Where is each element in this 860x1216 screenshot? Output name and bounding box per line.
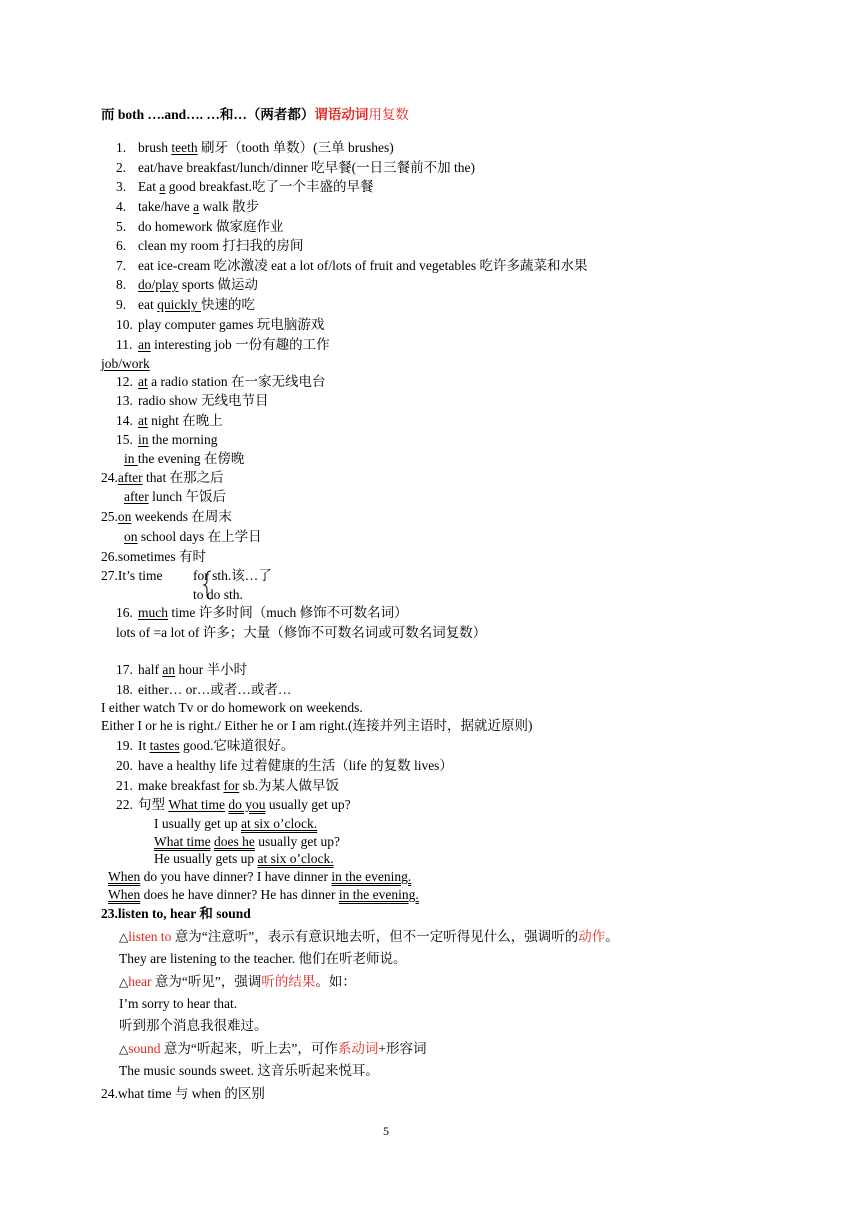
triangle-icon: △ (119, 1042, 129, 1056)
item-12: 12. at a radio station 在一家无线电台 (116, 374, 326, 389)
item-27-for: for sth.该…了 (193, 568, 272, 583)
item-24: 24.after that 在那之后 (101, 470, 224, 485)
item-7: 7. eat ice-cream 吃冰激凌 eat a lot of/lots of fruit and vegetables 吃许多蔬菜和水果 (116, 258, 588, 273)
item-22-answer-1: I usually get up at six o’clock. (154, 816, 318, 831)
item-20: 20. have a healthy life 过着健康的生活（life 的复数 lives） (116, 758, 453, 773)
item-9: 9. eat quickly 快速的吃 (116, 297, 255, 312)
item-18-example-1: I either watch Tv or do homework on weekends. (101, 700, 363, 715)
item-17: 17. half an hour 半小时 (116, 662, 248, 677)
item-3: 3. Eat a good breakfast.吃了一个丰盛的早餐 (116, 179, 374, 194)
item-27-to: to do sth. (193, 587, 243, 602)
item-27: 27.It’s time (101, 568, 163, 583)
section-23-sound-example: The music sounds sweet. 这音乐听起来悦耳。 (119, 1063, 379, 1078)
item-6: 6. clean my room 打扫我的房间 (116, 238, 304, 253)
item-22-answer-2: He usually gets up at six o’clock. (154, 851, 334, 866)
item-15-evening: in the evening 在傍晚 (124, 451, 245, 466)
section-23-hear-example: I’m sorry to hear that. (119, 996, 238, 1011)
section-23-hear: △hear 意为“听见”，强调听的结果。如： (119, 974, 356, 989)
item-2: 2. eat/have breakfast/lunch/dinner 吃早餐(一日三餐前不加 the) (116, 160, 476, 175)
item-18: 18. either… or…或者…或者… (116, 682, 292, 697)
section-23-listen-example: They are listening to the teacher. 他们在听老师说。 (119, 951, 407, 966)
section-23-hear-translation: 听到那个消息我很难过。 (119, 1018, 268, 1033)
item-18-example-2: Either I or he is right./ Either he or I am right.(连接并列主语时，据就近原则) (101, 718, 533, 733)
section-23-title: 23.listen to, hear 和 sound (101, 906, 251, 921)
section-23-sound: △sound 意为“听起来，听上去”，可作系动词+形容词 (119, 1041, 427, 1056)
item-15: 15. in the morning (116, 432, 218, 447)
header-line: 而 both ….and…. …和…（两者都）谓语动词用复数 (101, 107, 409, 122)
item-5: 5. do homework 做家庭作业 (116, 219, 284, 234)
item-21: 21. make breakfast for sb.为某人做早饭 (116, 778, 339, 793)
item-8: 8. do/play sports 做运动 (116, 277, 259, 292)
item-19: 19. It tastes good.它味道很好。 (116, 738, 295, 753)
item-14: 14. at night 在晚上 (116, 413, 223, 428)
item-11: 11. an interesting job 一份有趣的工作 (116, 337, 330, 352)
section-23-listen: △listen to 意为“注意听”，表示有意识地去听，但不一定听得见什么，强调听的动作。 (119, 929, 619, 944)
brace-icon (202, 569, 214, 601)
item-4: 4. take/have a walk 散步 (116, 199, 260, 214)
triangle-icon: △ (119, 975, 129, 989)
item-22-when-1: When do you have dinner? I have dinner in the evening. (108, 869, 412, 884)
section-24-title: 24.what time 与 when 的区别 (101, 1086, 265, 1101)
item-22-when-2: When does he have dinner? He has dinner in the evening. (108, 887, 419, 902)
item-25: 25.on weekends 在周末 (101, 509, 232, 524)
item-26: 26.sometimes 有时 (101, 549, 206, 564)
item-16-lots: lots of =a lot of 许多；大量（修饰不可数名词或可数名词复数） (116, 625, 487, 640)
job-work-label: job/work (101, 356, 150, 371)
triangle-icon: △ (119, 930, 129, 944)
item-24-lunch: after lunch 午饭后 (124, 489, 226, 504)
item-16: 16. much time 许多时间（much 修饰不可数名词） (116, 605, 408, 620)
item-22: 22. 句型 What time do you usually get up? (116, 797, 351, 812)
page-number: 5 (383, 1124, 389, 1138)
item-13: 13. radio show 无线电节目 (116, 393, 269, 408)
item-25-school: on school days 在上学日 (124, 529, 262, 544)
item-10: 10. play computer games 玩电脑游戏 (116, 317, 325, 332)
item-22-question-2: What time does he usually get up? (154, 834, 340, 849)
item-1: 1. brush teeth 刷牙（tooth 单数）(三单 brushes) (116, 140, 394, 155)
